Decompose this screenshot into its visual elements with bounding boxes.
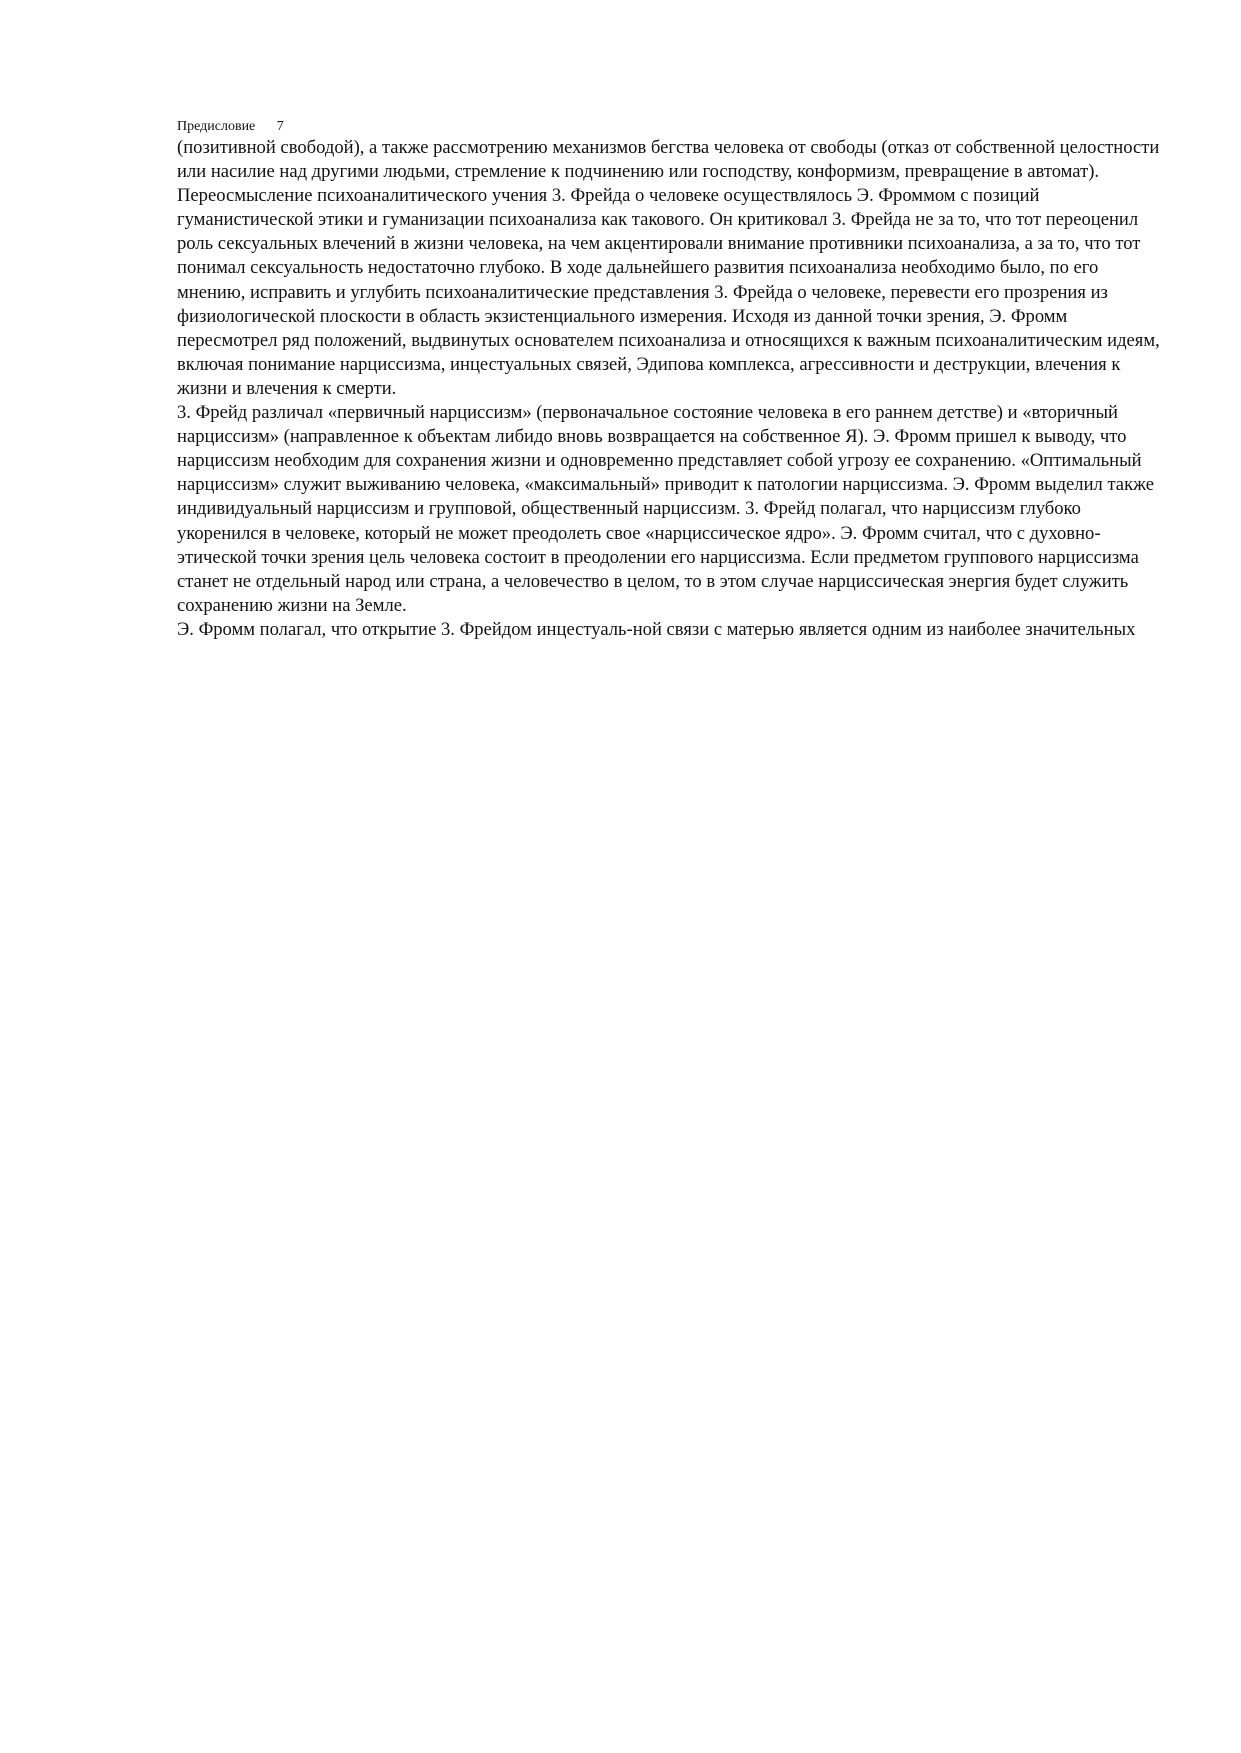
running-header xyxy=(177,118,1167,136)
paragraph-2: Переосмысление психоаналитического учения 3. Фрейда о человеке осуществлялось Э. Фроммом с позиций гуманистической этики и гуманизации психоанализа как такового. Он критиковал 3. Фрейда не за то, что тот переоценил роль сексуальных влечений в жизни человека, на чем акцентировали внимание противники психоанализа, а за то, что тот понимал сексуальность недостаточно глубоко. В ходе дальнейшего развития психоанализа необходимо было, по его мнению, исправить и углубить психоаналитические представления 3. Фрейда о человеке, перевести его прозрения из физиологической плоскости в область экзистенциального измерения. Исходя из данной точки зрения, Э. Фромм пересмотрел ряд положений, выдвинутых основателем психоанализа и относящихся к важным психоаналитическим идеям, включая понимание нарциссизма, инцестуальных связей, Эдипова комплекса, агрессивности и деструкции, влечения к жизни и влечения к смерти. xyxy=(177,185,1160,399)
paragraph-1: (позитивной свободой), а также рассмотрению механизмов бегства человека от свободы (отказ от собственной целостности или насилие над другими людьми, стремление к подчинению или господству, конформизм, превращение в автомат). xyxy=(177,137,1160,183)
running-header-title: Предисловие xyxy=(177,119,256,134)
paragraph-3: 3. Фрейд различал «первичный нарциссизм» (первоначальное состояние человека в его раннем детстве) и «вторичный нарциссизм» (направленное к объектам либидо вновь возвращается на собственное Я). Э. Фромм пришел к выводу, что нарциссизм необходим для сохранения жизни и одновременно представляет собой угрозу ее сохранению. «Оптимальный нарциссизм» служит выживанию человека, «максимальный» приводит к патологии нарциссизма. Э. Фромм выделил также индивидуальный нарциссизм и групповой, общественный нарциссизм. 3. Фрейд полагал, что нарциссизм глубоко укоренился в человеке, который не может преодолеть свое «нарциссическое ядро». Э. Фромм считал, что с духовно-этической точки зрения цель человека состоит в преодолении его нарциссизма. Если предметом группового нарциссизма станет не отдельный народ или страна, а человечество в целом, то в этом случае нарциссическая энергия будет служить сохранению жизни на Земле. xyxy=(177,402,1154,616)
page-number: 7 xyxy=(276,119,284,134)
page-text-block xyxy=(177,118,1167,642)
paragraph-4: Э. Фромм полагал, что открытие 3. Фрейдом инцестуаль-ной связи с матерью является одним из наиболее значительных xyxy=(177,618,1136,640)
